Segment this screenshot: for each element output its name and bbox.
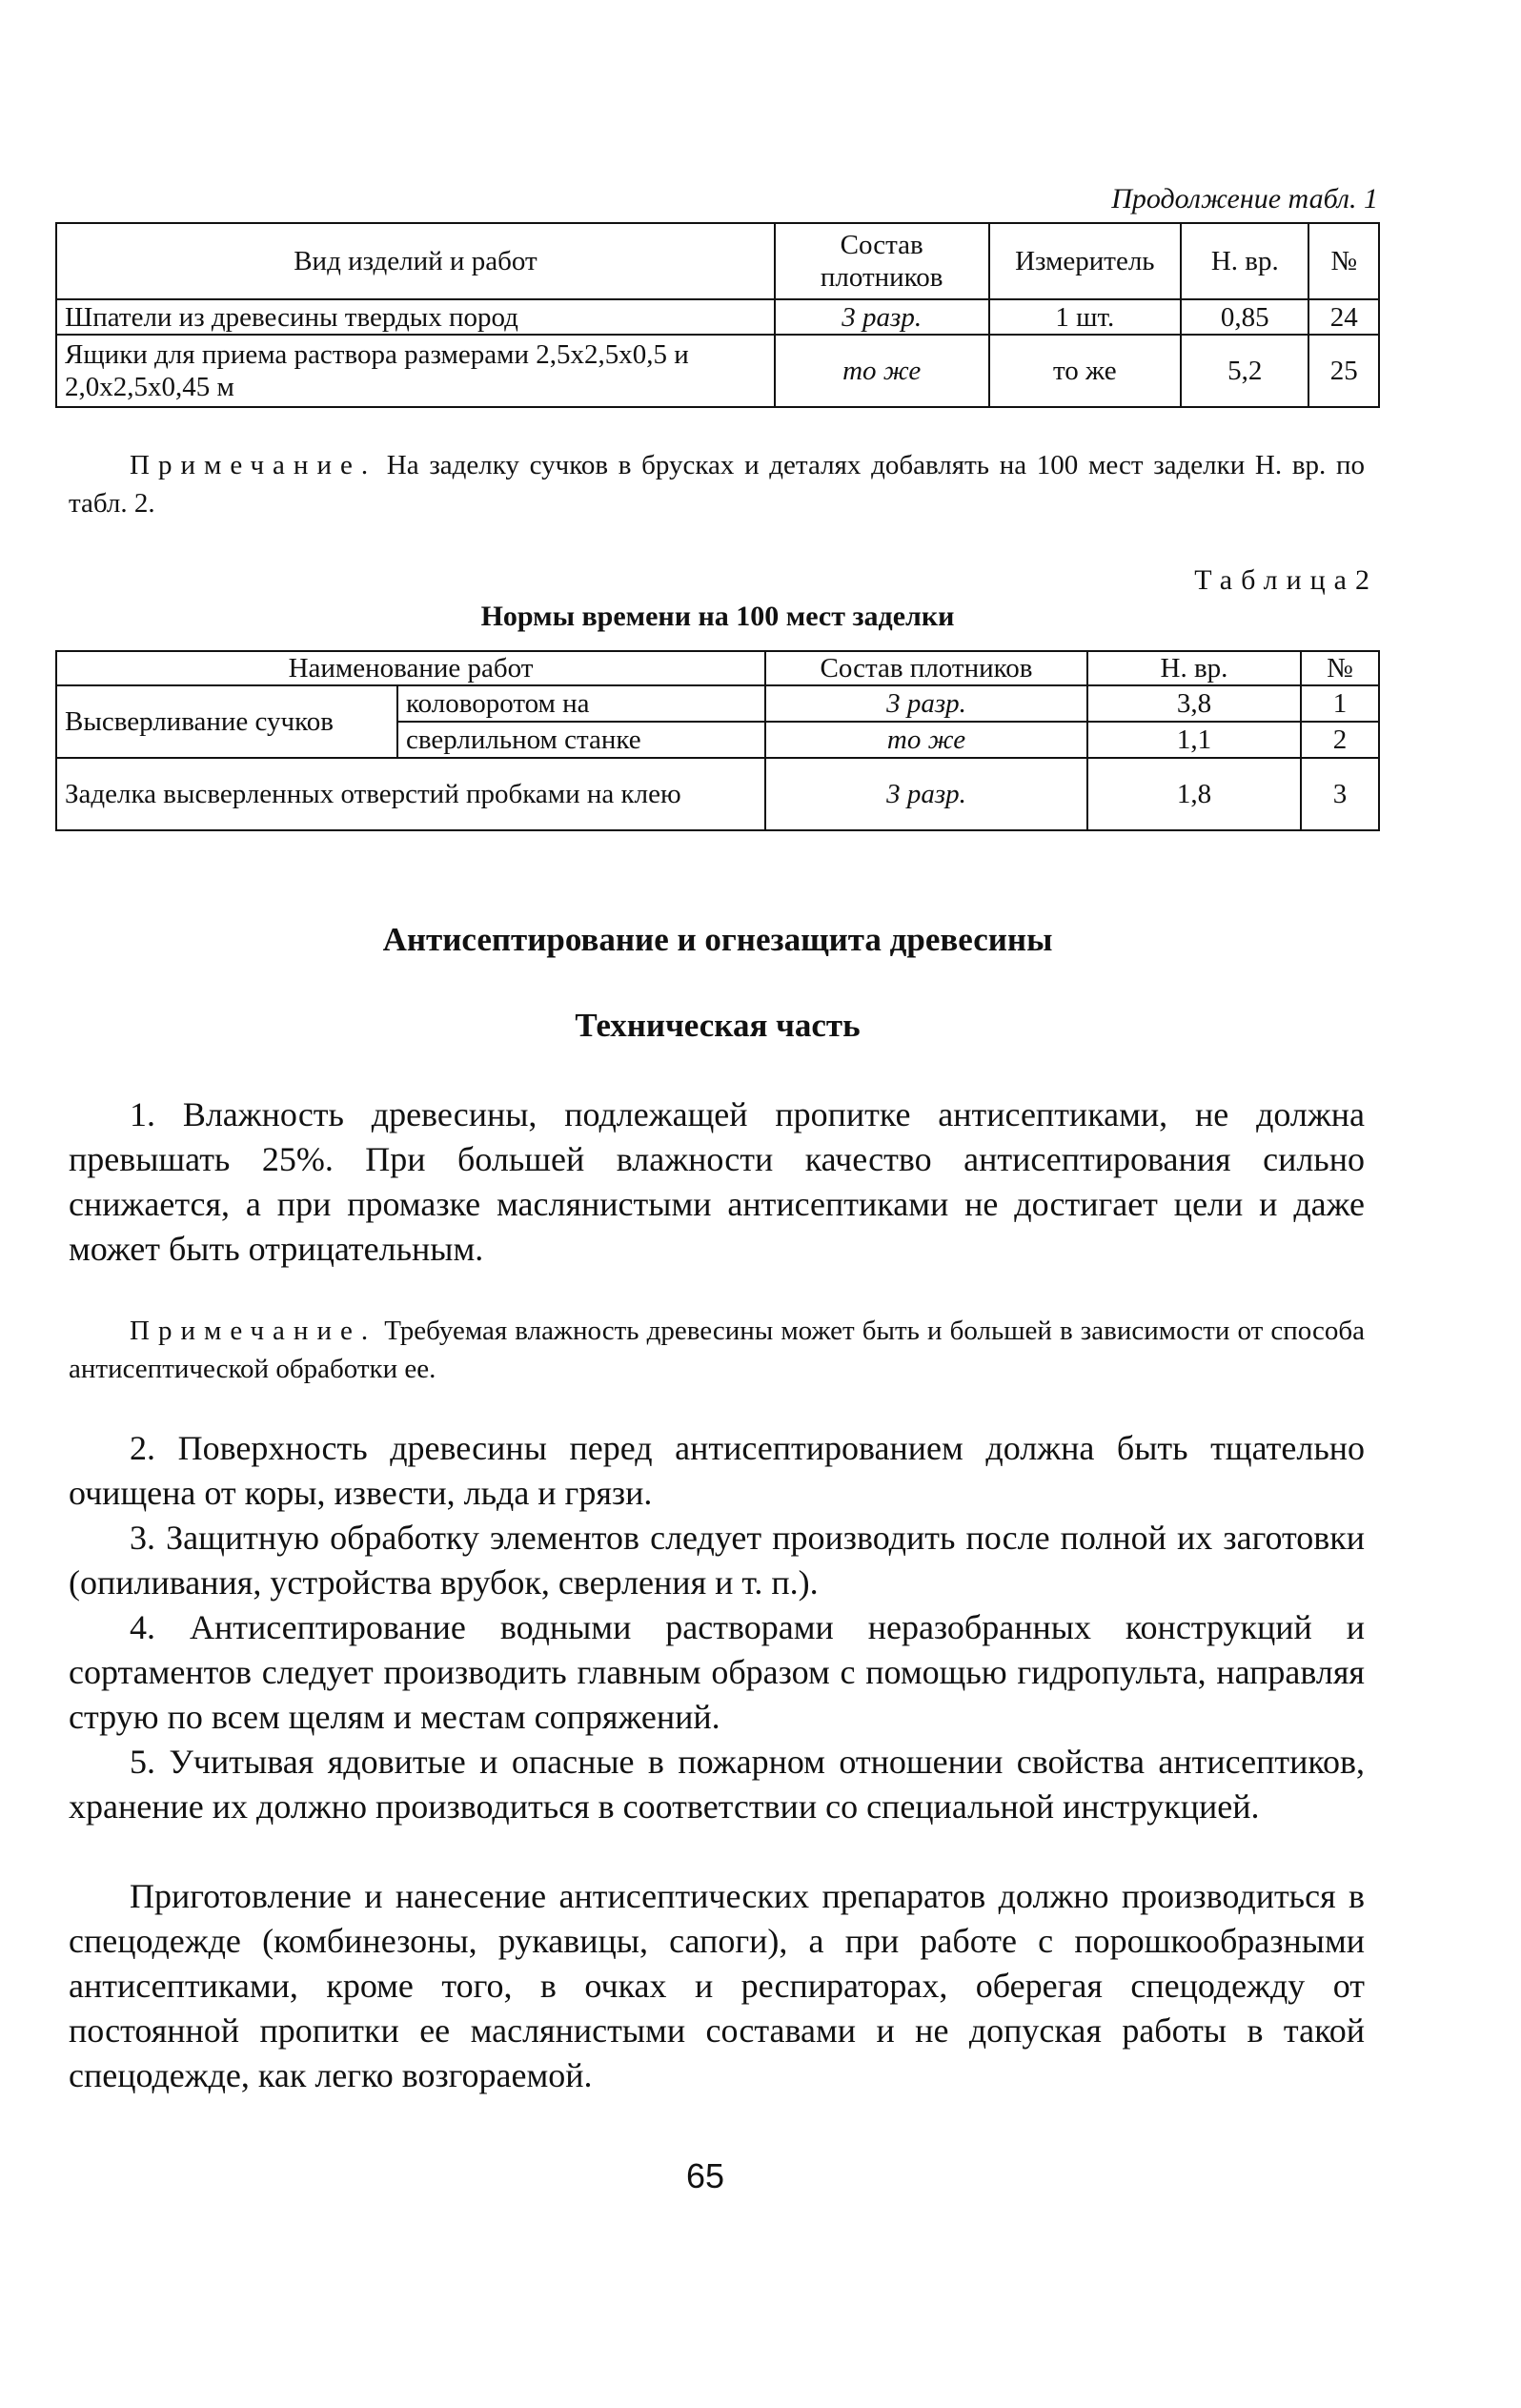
cell-crew: то же <box>765 722 1087 758</box>
note-text: Требуемая влажность древесины может быть и большей в зависимости от способа антисептической обработки ее. <box>69 1316 1365 1384</box>
table-2-label: Таблица2 <box>1194 564 1378 596</box>
header-work-type: Вид изделий и работ <box>56 223 775 299</box>
cell-norm: 0,85 <box>1181 299 1308 335</box>
paragraph-3: 3. Защитную обработку элементов следует производить после полной их заготовки (опиливания, устройства врубок, сверления и т. п.). <box>69 1519 1365 1602</box>
table-row <box>56 335 1379 407</box>
cell-norm: 1,8 <box>1087 758 1301 830</box>
cell-work: Шпатели из древесины твердых пород <box>56 299 775 335</box>
cell-crew: 3 разр. <box>765 758 1087 830</box>
cell-crew: 3 разр. <box>765 685 1087 722</box>
header-work-name: Наименование работ <box>56 651 765 685</box>
header-number: № <box>1301 651 1379 685</box>
cell-number: 3 <box>1301 758 1379 830</box>
header-norm: Н. вр. <box>1181 223 1308 299</box>
note-table-1 <box>69 446 1365 522</box>
table-row <box>56 299 1379 335</box>
paragraph-6: Приготовление и нанесение антисептических препаратов должно производиться в спецодежде (комбинезоны, рукавицы, сапоги), а при работе с порошкообразными антисептиками, кроме того, в очках и респираторах, оберегая спецодежду от постоянной пропитки ее маслянистыми составами и не допуская работы в такой спецодежде, как легко возгораемой. <box>69 1877 1365 2094</box>
paragraph-5: 5. Учитывая ядовитые и опасные в пожарном отношении свойства антисептиков, хранение их должно производиться в соответствии со специальной инструкцией. <box>69 1743 1365 1826</box>
cell-number: 1 <box>1301 685 1379 722</box>
page-number: 65 <box>685 2156 725 2195</box>
note-label: Примечание. <box>130 1316 377 1346</box>
subsection-title: Техническая часть <box>575 1007 861 1044</box>
table-2-title: Нормы времени на 100 мест заделки <box>480 601 955 632</box>
table-2 <box>55 650 1380 831</box>
paragraph-4: 4. Антисептирование водными растворами неразобранных конструкций и сортаментов следует производить главным образом с помощью гидропульта, направляя струю по всем щелям и местам сопряжений. <box>69 1608 1365 1736</box>
header-crew: Состав плотников <box>765 651 1087 685</box>
cell-number: 25 <box>1308 335 1379 407</box>
header-unit: Измеритель <box>989 223 1182 299</box>
section-title: Антисептирование и огнезащита древесины <box>382 921 1053 958</box>
cell-norm: 1,1 <box>1087 722 1301 758</box>
header-crew: Состав плотников <box>775 223 989 299</box>
header-number: № <box>1308 223 1379 299</box>
table-row <box>56 685 1379 722</box>
header-norm: Н. вр. <box>1087 651 1301 685</box>
cell-method: сверлильном станке <box>397 722 765 758</box>
cell-number: 24 <box>1308 299 1379 335</box>
cell-number: 2 <box>1301 722 1379 758</box>
cell-unit: 1 шт. <box>989 299 1182 335</box>
note-label: Примечание. <box>130 450 377 480</box>
cell-norm: 5,2 <box>1181 335 1308 407</box>
cell-crew: 3 разр. <box>775 299 989 335</box>
cell-unit: то же <box>989 335 1182 407</box>
cell-group-drilling: Высверливание сучков <box>56 685 397 758</box>
note-humidity <box>69 1312 1365 1388</box>
cell-norm: 3,8 <box>1087 685 1301 722</box>
cell-crew: то же <box>775 335 989 407</box>
cell-work: Заделка высверленных отверстий пробками на клею <box>56 758 765 830</box>
cell-work: Ящики для приема раствора размерами 2,5х2,5х0,5 и 2,0х2,5х0,45 м <box>56 335 775 407</box>
table-row <box>56 758 1379 830</box>
table-1-continuation <box>55 222 1380 408</box>
paragraph-1: 1. Влажность древесины, подлежащей пропитке антисептиками, не должна превышать 25%. При большей влажности качество антисептирования сильно снижается, а при промазке маслянистыми антисептиками не достигает цели и даже может быть отрицательным. <box>69 1095 1365 1268</box>
note-text: На заделку сучков в брусках и деталях добавлять на 100 мест заделки Н. вр. по табл. 2. <box>69 450 1365 519</box>
paragraph-2: 2. Поверхность древесины перед антисептированием должна быть тщательно очищена от коры, извести, льда и грязи. <box>69 1429 1365 1512</box>
cell-method: коловоротом на <box>397 685 765 722</box>
table-continuation-label: Продолжение табл. 1 <box>1111 183 1378 214</box>
